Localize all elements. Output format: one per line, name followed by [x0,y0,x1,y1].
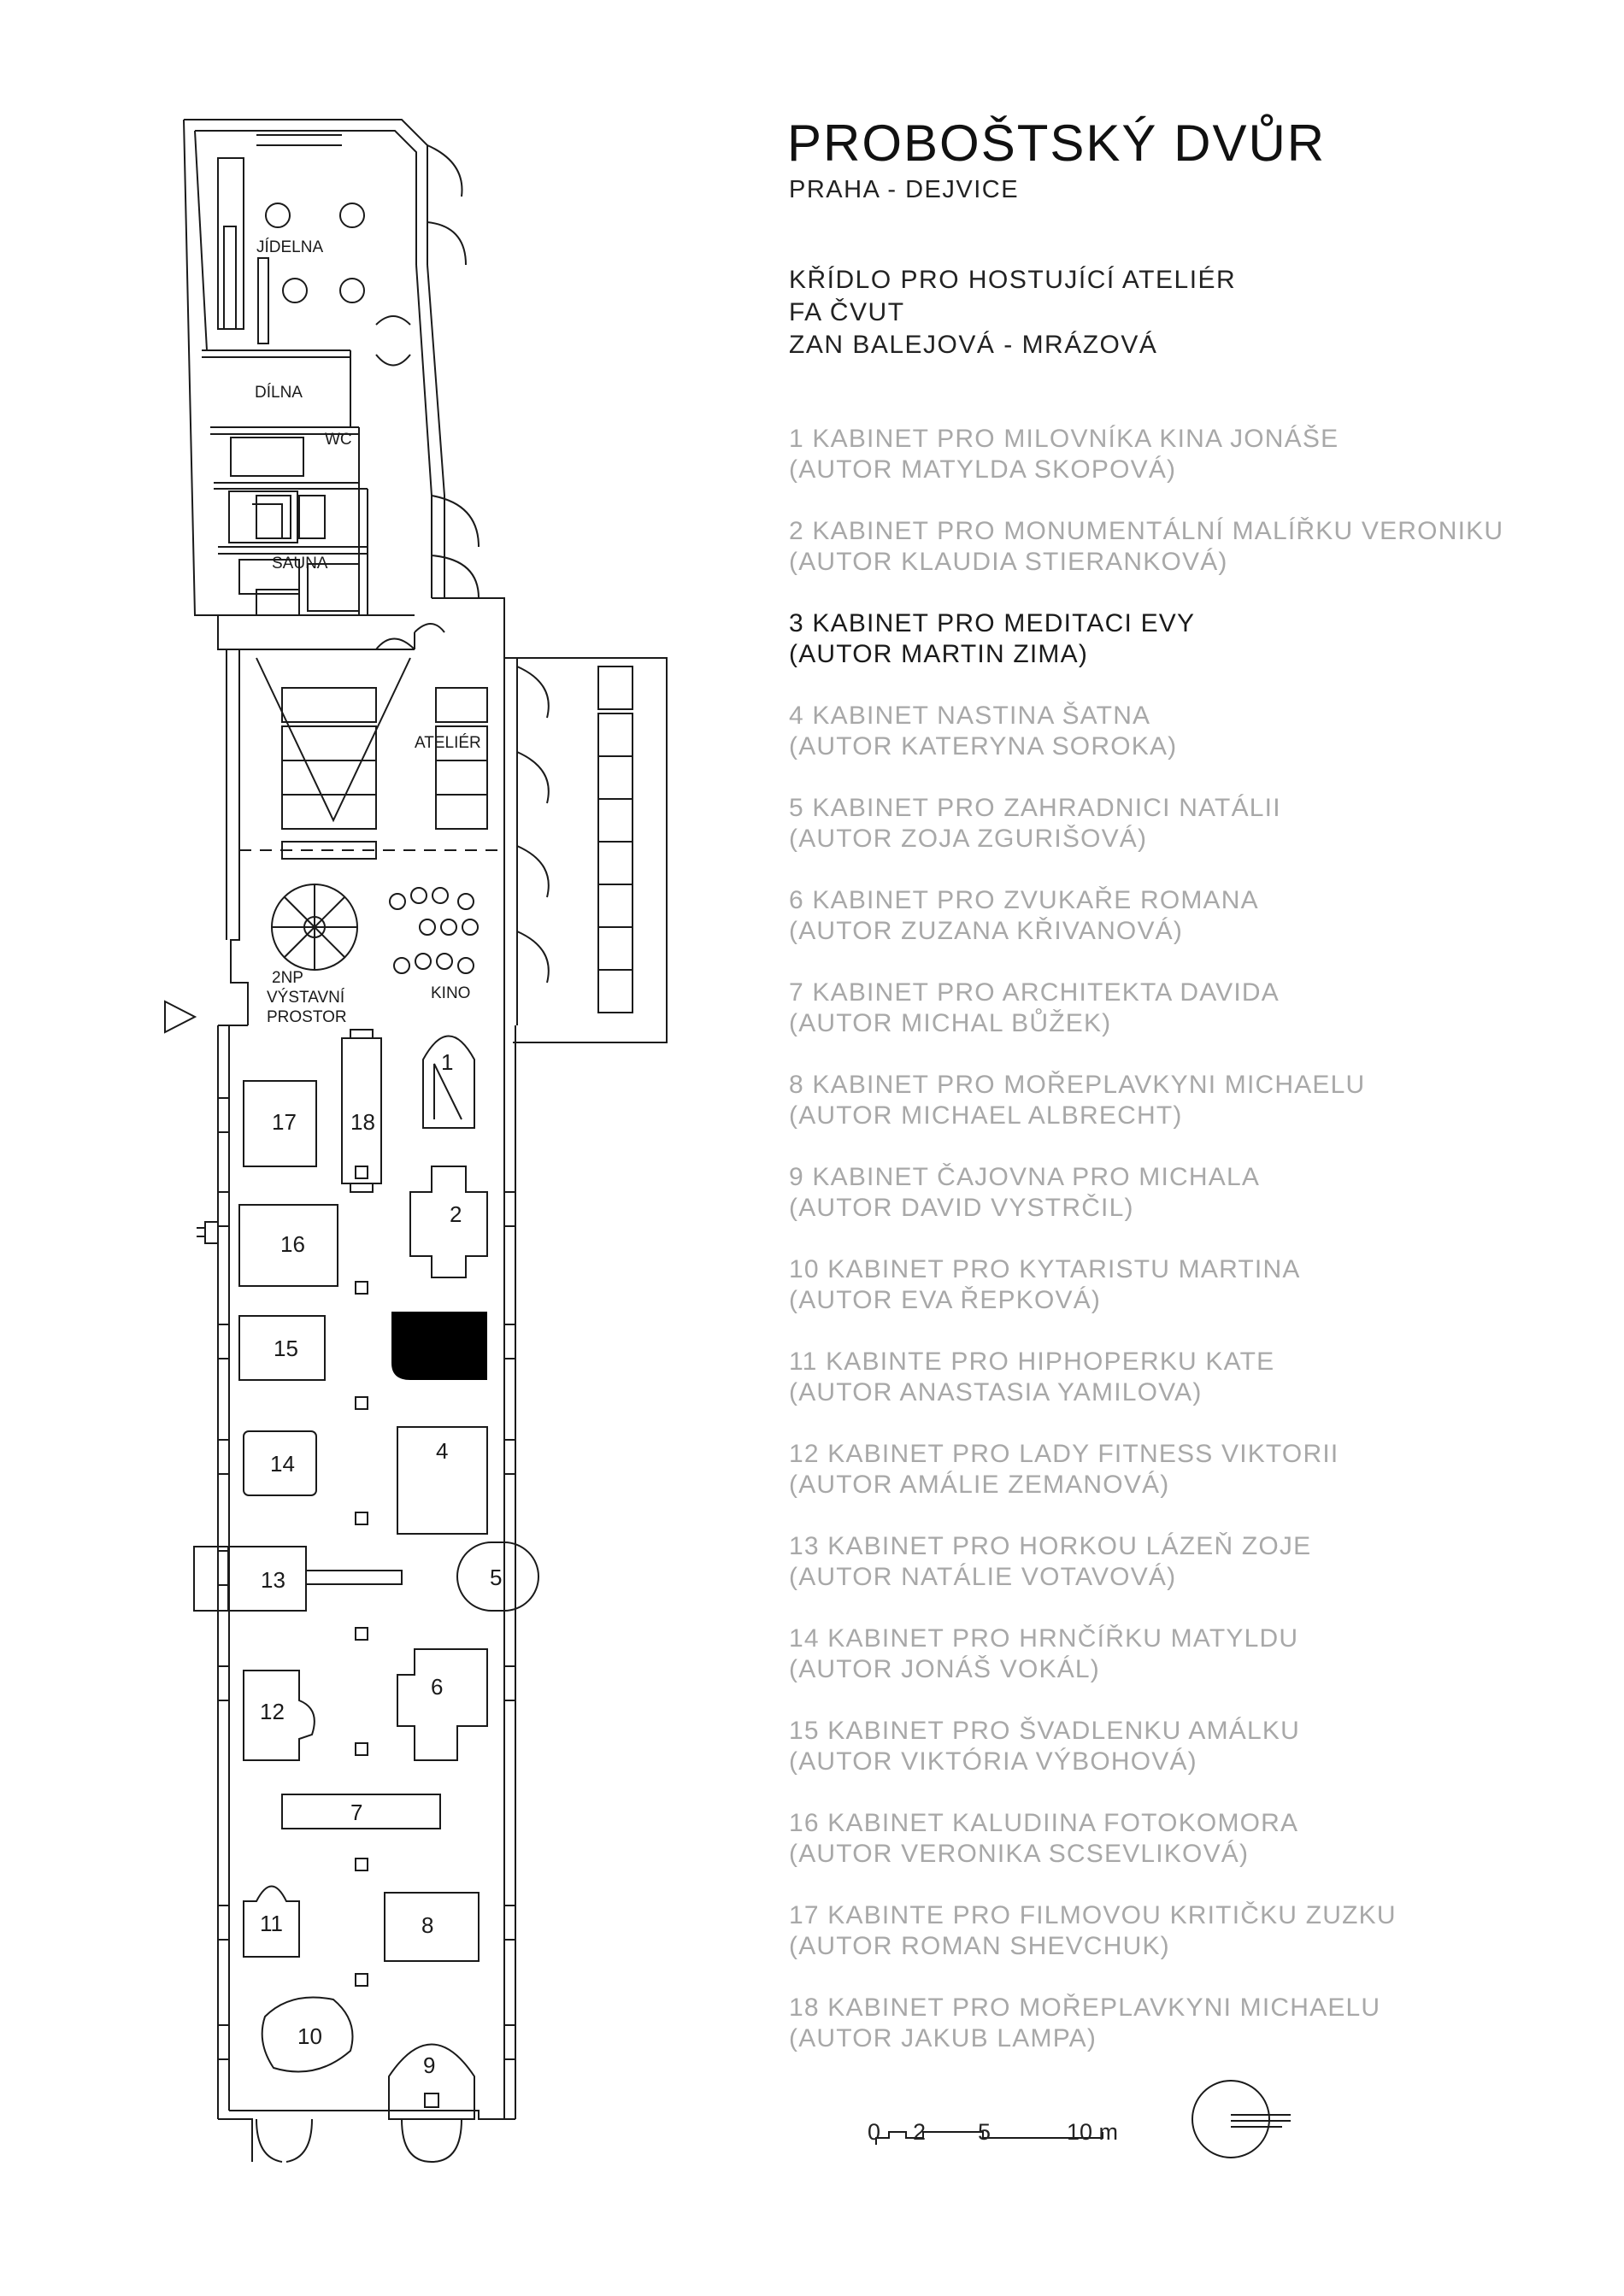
legend-item-author: (AUTOR MARTIN ZIMA) [789,640,1089,668]
legend-item-title: 11 KABINTE PRO HIPHOPERKU KATE [789,1348,1275,1376]
legend-item-title: 14 KABINET PRO HRNČÍŘKU MATYLDU [789,1624,1299,1653]
legend-item-author: (AUTOR NATÁLIE VOTAVOVÁ) [789,1563,1177,1591]
scale-label-0: 0 [868,2119,881,2145]
legend-item-author: (AUTOR MICHAL BŮŽEK) [789,1009,1112,1037]
cabinet-3-highlight [391,1312,487,1380]
columns [356,1166,368,1986]
cabinet-number-9: 9 [423,2052,436,2078]
cabinet-number-10: 10 [297,2023,322,2049]
page-title: PROBOŠTSKÝ DVŮR [787,115,1327,172]
cabinet-number-15: 15 [274,1336,298,1361]
legend-item-author: (AUTOR ROMAN SHEVCHUK) [789,1932,1170,1960]
room-label-exhibit-1: 2NP [272,969,303,987]
legend-item-title: 12 KABINET PRO LADY FITNESS VIKTORII [789,1440,1339,1468]
legend-item [789,1993,1503,2054]
scale-label-2: 2 [913,2119,927,2145]
legend-item [789,1624,1503,1685]
plan-walls [165,120,667,2162]
spiral-stair-treads [272,884,357,970]
legend-item [789,424,1503,485]
legend-item-title: 1 KABINET PRO MILOVNÍKA KINA JONÁŠE [789,425,1339,453]
legend-item [789,1900,1503,1962]
legend-item-author: (AUTOR EVA ŘEPKOVÁ) [789,1286,1102,1314]
wing-line-2: FA ČVUT [789,298,905,326]
kino-seats [390,888,478,973]
legend-item [789,1716,1503,1777]
cabinet-number-8: 8 [421,1912,434,1938]
legend-item-title: 13 KABINET PRO HORKOU LÁZEŇ ZOJE [789,1532,1312,1560]
legend-item [789,1347,1503,1408]
cabinet-number-5: 5 [490,1565,503,1590]
cabinet-number-6: 6 [431,1674,444,1700]
room-label-kino: KINO [431,984,471,1002]
legend-item-author: (AUTOR VIKTÓRIA VÝBOHOVÁ) [789,1747,1197,1776]
legend-item-author: (AUTOR MATYLDA SKOPOVÁ) [789,455,1177,484]
legend-item-title: 17 KABINTE PRO FILMOVOU KRITIČKU ZUZKU [789,1901,1397,1929]
cabinet-number-16: 16 [280,1231,305,1257]
scale-label-5: 5 [978,2119,991,2145]
east-windows [504,1192,515,2059]
legend-item [789,1531,1503,1593]
legend-item-title: 7 KABINET PRO ARCHITEKTA DAVIDA [789,978,1280,1007]
cabinet-number-1: 1 [441,1049,454,1075]
room-label-exhibit-3: PROSTOR [267,1008,347,1026]
legend-item [789,1439,1503,1500]
legend-item [789,978,1503,1039]
legend-item [789,516,1503,578]
legend-item-title: 5 KABINET PRO ZAHRADNICI NATÁLII [789,794,1281,822]
cabinet-number-11: 11 [260,1911,283,1936]
legend-item [789,608,1503,670]
legend-item-title: 6 KABINET PRO ZVUKAŘE ROMANA [789,886,1259,914]
cabinet-number-17: 17 [272,1109,297,1135]
legend-item-author: (AUTOR KATERYNA SOROKA) [789,732,1178,760]
legend-item-author: (AUTOR MICHAEL ALBRECHT) [789,1101,1183,1130]
room-label-atelier: ATELIÉR [415,734,481,752]
cabinet-number-7: 7 [350,1800,363,1825]
wing-line-1: KŘÍDLO PRO HOSTUJÍCÍ ATELIÉR [789,266,1237,294]
legend-item-title: 18 KABINET PRO MOŘEPLAVKYNI MICHAELU [789,1994,1381,2022]
legend-item [789,1808,1503,1870]
room-label-sauna: SAUNA [272,555,328,573]
legend-item-title: 10 KABINET PRO KYTARISTU MARTINA [789,1255,1301,1283]
legend-item-author: (AUTOR KLAUDIA STIERANKOVÁ) [789,548,1228,576]
legend-item [789,1162,1503,1224]
cabinet-legend [789,424,1503,2085]
legend-item [789,1254,1503,1316]
legend-item-title: 3 KABINET PRO MEDITACI EVY [789,609,1196,637]
legend-item-title: 9 KABINET ČAJOVNA PRO MICHALA [789,1163,1261,1191]
wing-description [789,264,1236,361]
cabinet-number-13: 13 [261,1567,285,1593]
cabinet-number-2: 2 [450,1201,462,1227]
cabinet-number-18: 18 [350,1109,375,1135]
cabinet-number-14: 14 [270,1451,295,1477]
room-label-jidelna: JÍDELNA [256,238,324,256]
legend-item-title: 4 KABINET NASTINA ŠATNA [789,702,1151,730]
cabinet-shapes [194,1030,538,2119]
legend-item-title: 16 KABINET KALUDIINA FOTOKOMORA [789,1809,1299,1837]
cabinet-number-12: 12 [260,1699,285,1724]
atelier-desks [282,666,633,1013]
legend-item-author: (AUTOR AMÁLIE ZEMANOVÁ) [789,1471,1170,1499]
legend-item-author: (AUTOR DAVID VYSTRČIL) [789,1194,1134,1222]
wing-line-3: ZAN BALEJOVÁ - MRÁZOVÁ [789,331,1158,359]
legend-item-title: 8 KABINET PRO MOŘEPLAVKYNI MICHAELU [789,1071,1366,1099]
room-label-exhibit-2: VÝSTAVNÍ [267,989,345,1007]
north-arrow-icon [1192,2081,1291,2158]
legend-item-author: (AUTOR ZOJA ZGURIŠOVÁ) [789,825,1148,853]
legend-item-title: 2 KABINET PRO MONUMENTÁLNÍ MALÍŘKU VERONIKU [789,517,1504,545]
room-label-wc: WC [325,431,352,449]
legend-item-author: (AUTOR ZUZANA KŘIVANOVÁ) [789,917,1184,945]
legend-item [789,793,1503,854]
legend-item-author: (AUTOR JONÁŠ VOKÁL) [789,1655,1100,1683]
legend-item [789,1070,1503,1131]
legend-item [789,885,1503,947]
legend-item [789,701,1503,762]
legend-item-author: (AUTOR VERONIKA SCSEVLIKOVÁ) [789,1840,1250,1868]
scale-label-10m: 10 m [1067,2119,1119,2145]
room-label-dilna: DÍLNA [255,384,303,402]
legend-item-author: (AUTOR JAKUB LAMPA) [789,2024,1097,2052]
legend-item-author: (AUTOR ANASTASIA YAMILOVA) [789,1378,1203,1406]
page-subtitle: PRAHA - DEJVICE [789,176,1020,203]
legend-item-title: 15 KABINET PRO ŠVADLENKU AMÁLKU [789,1717,1300,1745]
cabinet-number-4: 4 [436,1438,449,1464]
